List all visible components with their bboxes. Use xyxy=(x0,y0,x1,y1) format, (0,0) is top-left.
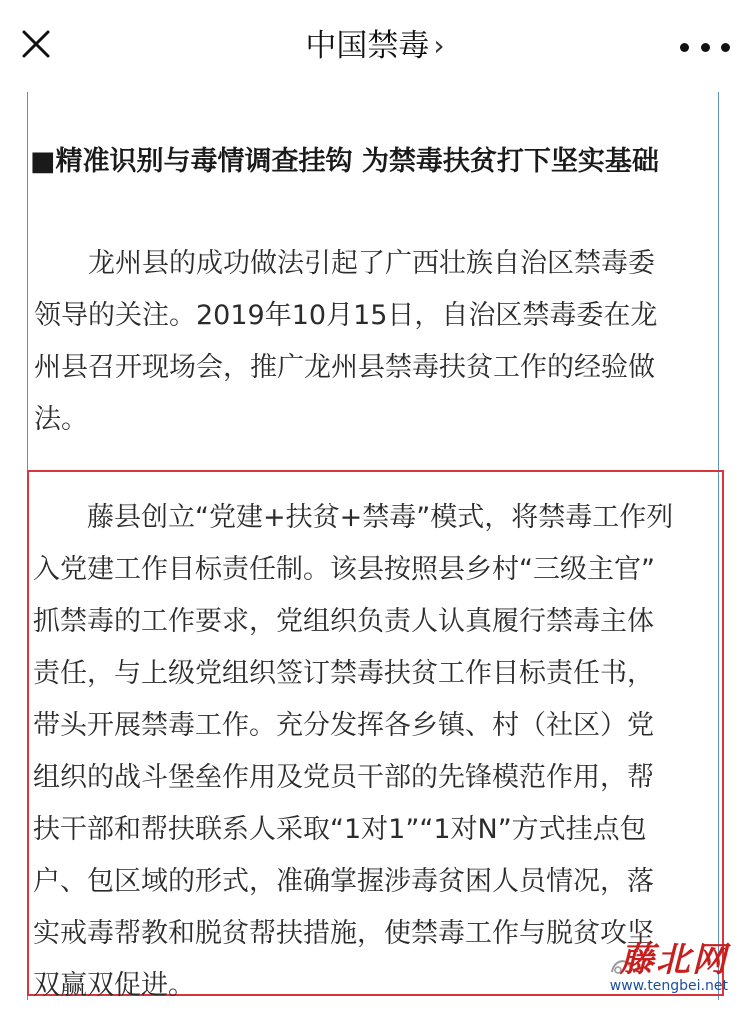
watermark-url: www.tengbei.net xyxy=(610,978,728,994)
paragraph-line: 责任，与上级党组织签订禁毒扶贫工作目标责任书， xyxy=(33,648,717,700)
paragraph-line: 法。 xyxy=(34,394,718,446)
paragraph-line: 双赢双促进。 xyxy=(33,960,717,1012)
paragraph-2 xyxy=(33,492,717,1012)
paragraph-line: 龙州县的成功做法引起了广西壮族自治区禁毒委 xyxy=(34,238,718,290)
more-options-button[interactable] xyxy=(680,30,730,64)
page-title: 中国禁毒 xyxy=(305,28,429,64)
paragraph-line: 带头开展禁毒工作。充分发挥各乡镇、村（社区）党 xyxy=(33,700,717,752)
paragraph-1 xyxy=(34,238,718,446)
paragraph-line: 抓禁毒的工作要求，党组织负责人认真履行禁毒主体 xyxy=(33,596,717,648)
paragraph-line: 组织的战斗堡垒作用及党员干部的先锋模范作用，帮 xyxy=(33,752,717,804)
more-icon xyxy=(680,43,689,52)
paragraph-line: 扶干部和帮扶联系人采取“1对1”“1对N”方式挂点包 xyxy=(33,804,717,856)
watermark-logo: 藤北网 xyxy=(610,942,728,978)
paragraph-line: 藤县创立“党建+扶贫+禁毒”模式，将禁毒工作列 xyxy=(33,492,717,544)
section-heading: ■精准识别与毒情调查挂钩 为禁毒扶贫打下坚实基础 xyxy=(30,144,720,180)
paragraph-line: 入党建工作目标责任制。该县按照县乡村“三级主官” xyxy=(33,544,717,596)
paragraph-line: 实戒毒帮教和脱贫帮扶措施，使禁毒工作与脱贫攻坚 xyxy=(33,908,717,960)
paragraph-line: 领导的关注。2019年10月15日，自治区禁毒委在龙 xyxy=(34,290,718,342)
top-nav-bar xyxy=(0,0,750,92)
chevron-right-icon: › xyxy=(433,26,444,66)
account-title-link[interactable] xyxy=(0,26,750,66)
more-icon-dot xyxy=(721,43,730,52)
watermark xyxy=(610,942,728,994)
more-icon-dot xyxy=(701,43,710,52)
paragraph-line: 户、包区域的形式，准确掌握涉毒贫困人员情况，落 xyxy=(33,856,717,908)
paragraph-line: 州县召开现场会，推广龙州县禁毒扶贫工作的经验做 xyxy=(34,342,718,394)
